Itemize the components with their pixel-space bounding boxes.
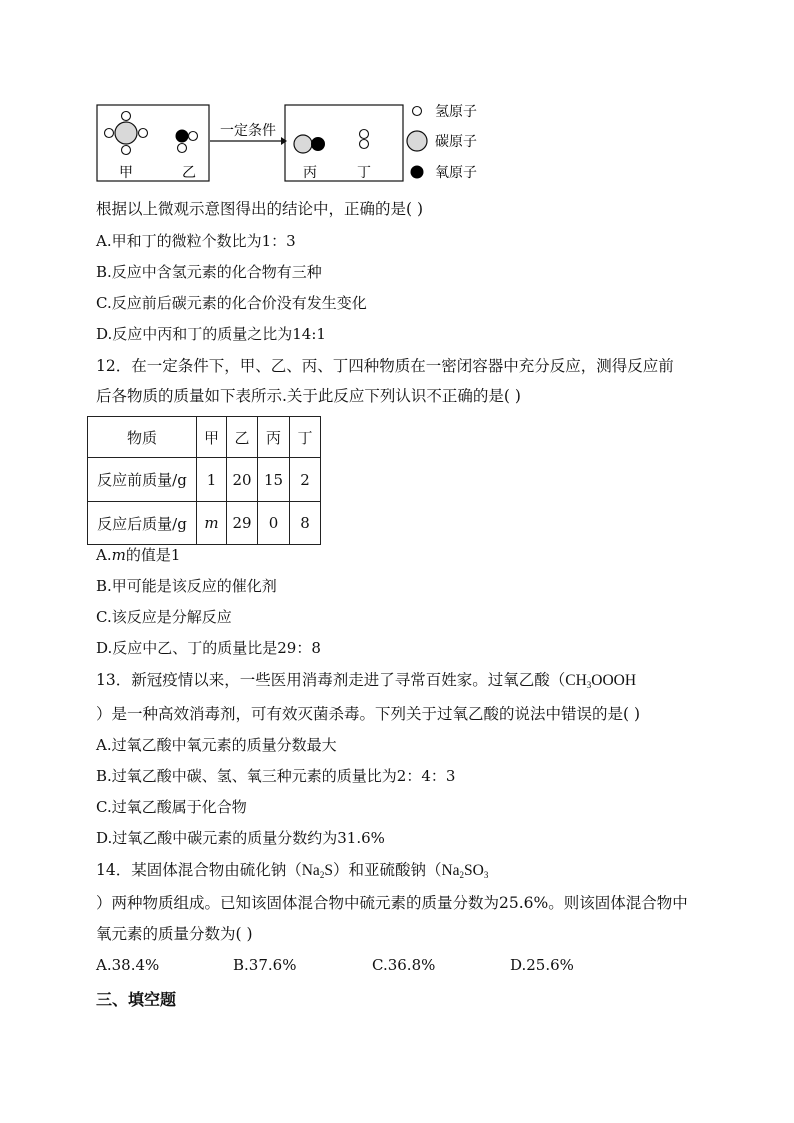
hydrogen-atom	[189, 132, 198, 141]
arrow-label: 一定条件	[220, 123, 276, 139]
q14-stem-line3: 氧元素的质量分数为( )	[96, 925, 253, 943]
option-prefix: A.	[96, 546, 112, 564]
table-header-row	[88, 417, 321, 458]
q11-option-d: D.反应中丙和丁的质量之比为14:1	[96, 325, 326, 343]
q14-option-a: A.38.4%	[96, 956, 160, 974]
formula-peracetic-acid	[565, 672, 636, 689]
table-cell: 15	[258, 458, 290, 502]
label-bing: 丙	[303, 165, 317, 181]
table-cell: 2	[290, 458, 321, 502]
formula-subscript: 3	[483, 870, 489, 880]
table-cell: m	[197, 502, 227, 545]
q12-option-c: C.该反应是分解反应	[96, 608, 232, 626]
q14-stem-text: 14．某固体混合物由硫化钠（	[96, 861, 302, 879]
q14-stem-line2: ）两种物质组成。已知该固体混合物中硫元素的质量分数为25.6%。则该固体混合物中	[96, 894, 688, 912]
table-header-cell: 丙	[258, 417, 290, 458]
q11-option-b: B.反应中含氢元素的化合物有三种	[96, 263, 322, 281]
q12-option-a	[96, 545, 180, 565]
legend-hydrogen: 氢原子	[435, 104, 477, 120]
molecule-ding	[360, 130, 369, 149]
formula-part: CH	[565, 672, 587, 689]
formula-part: SO	[464, 862, 484, 879]
q12-option-d: D.反应中乙、丁的质量比是29：8	[96, 639, 321, 657]
label-ding: 丁	[357, 165, 371, 181]
formula-part: OOOH	[591, 672, 637, 689]
label-jia: 甲	[119, 165, 133, 181]
q14-option-c: C.36.8%	[372, 956, 436, 974]
table-cell: 反应后质量/g	[88, 502, 197, 545]
formula-sodium-sulfide	[302, 862, 333, 879]
molecule-yi	[176, 130, 198, 153]
q13-stem-line2: ）是一种高效消毒剂，可有效灭菌杀毒。下列关于过氧乙酸的说法中错误的是( )	[96, 705, 641, 723]
table-cell: 29	[227, 502, 258, 545]
q14-stem-text: ）和亚硫酸钠（	[332, 861, 442, 879]
table-row	[88, 502, 321, 545]
q14-option-b: B.37.6%	[233, 956, 297, 974]
oxygen-legend-icon	[411, 166, 424, 179]
table-row	[88, 458, 321, 502]
table-cell: 反应前质量/g	[88, 458, 197, 502]
q13-option-b: B.过氧乙酸中碳、氢、氧三种元素的质量比为2：4：3	[96, 767, 456, 785]
table-header-cell: 乙	[227, 417, 258, 458]
q13-option-d: D.过氧乙酸中碳元素的质量分数约为31.6%	[96, 829, 385, 847]
q11-option-c: C.反应前后碳元素的化合价没有发生变化	[96, 294, 367, 312]
q12-stem-line1: 12．在一定条件下，甲、乙、丙、丁四种物质在一密闭容器中充分反应，测得反应前	[96, 357, 674, 375]
formula-subscript: 2	[319, 870, 325, 880]
table-cell: 20	[227, 458, 258, 502]
hydrogen-legend-icon	[413, 107, 422, 116]
option-text: 的值是1	[125, 546, 181, 564]
table-cell: 1	[197, 458, 227, 502]
formula-part: Na	[441, 862, 460, 879]
formula-subscript: 2	[459, 870, 465, 880]
q13-stem-text: 13．新冠疫情以来，一些医用消毒剂走进了寻常百姓家。过氧乙酸（	[96, 671, 566, 689]
table-cell: 0	[258, 502, 290, 545]
hydrogen-atom	[139, 129, 148, 138]
reaction-diagram	[96, 102, 496, 186]
carbon-legend-icon	[407, 131, 427, 151]
hydrogen-atom	[105, 129, 114, 138]
q13-option-a: A.过氧乙酸中氧元素的质量分数最大	[96, 736, 337, 754]
q13-option-c: C.过氧乙酸属于化合物	[96, 798, 247, 816]
q14-option-d: D.25.6%	[510, 956, 574, 974]
q11-option-a: A.甲和丁的微粒个数比为1：3	[96, 232, 296, 250]
hydrogen-atom	[360, 130, 369, 139]
oxygen-atom	[176, 130, 188, 142]
hydrogen-atom	[122, 112, 131, 121]
table-header-cell: 甲	[197, 417, 227, 458]
hydrogen-atom	[360, 140, 369, 149]
molecule-bing	[294, 135, 325, 153]
hydrogen-atom	[178, 144, 187, 153]
label-yi: 乙	[182, 165, 196, 181]
oxygen-atom	[312, 138, 325, 151]
formula-subscript: 3	[586, 680, 592, 690]
carbon-atom	[294, 135, 312, 153]
legend-oxygen: 氧原子	[435, 165, 477, 181]
q14-stem-line1	[96, 859, 488, 886]
carbon-atom	[115, 122, 137, 144]
q12-stem-line2: 后各物质的质量如下表所示.关于此反应下列认识不正确的是( )	[96, 387, 521, 405]
q13-stem-line1	[96, 669, 636, 696]
formula-sodium-sulfite	[441, 862, 488, 879]
table-header-cell: 丁	[290, 417, 321, 458]
variable-m: m	[111, 546, 126, 564]
molecule-jia	[105, 112, 148, 155]
formula-part: Na	[301, 862, 320, 879]
hydrogen-atom	[122, 146, 131, 155]
table-header-cell: 物质	[88, 417, 197, 458]
table-cell: 8	[290, 502, 321, 545]
legend-carbon: 碳原子	[435, 134, 477, 150]
section-heading: 三、填空题	[96, 990, 177, 1009]
q11-stem: 根据以上微观示意图得出的结论中，正确的是( )	[96, 200, 424, 218]
formula-part: S	[324, 862, 333, 879]
arrow-head	[281, 137, 287, 145]
q12-option-b: B.甲可能是该反应的催化剂	[96, 577, 277, 595]
q12-mass-table	[87, 416, 321, 545]
